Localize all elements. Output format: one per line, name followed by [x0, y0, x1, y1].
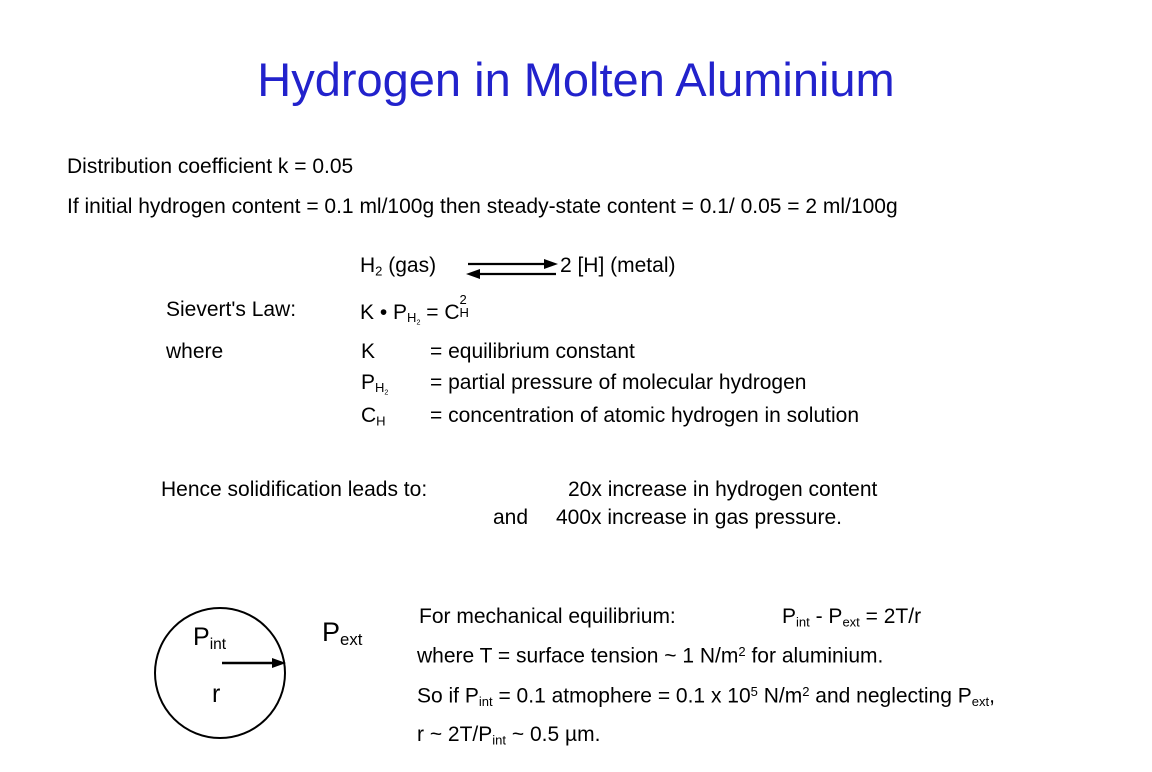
radius-arrow-icon: [222, 658, 286, 668]
radius-result-line: r ~ $2T/P_{int}$ ~ 0.5 µm.: [417, 723, 601, 748]
surface-tension-line: where T = surface tension ~ 1 $N/m^2$ for aluminium.: [417, 644, 884, 668]
mechanical-equilibrium-label: For mechanical equilibrium:: [419, 605, 676, 628]
p-ext-label: $P_{ext}$: [322, 617, 363, 650]
hence-value-pressure: 400x increase in gas pressure.: [556, 506, 842, 529]
double-arrow-equilibrium-icon: [466, 258, 558, 280]
radius-label: r: [212, 680, 221, 708]
distribution-coefficient-line: Distribution coefficient k = 0.05: [67, 155, 354, 178]
mechanical-equilibrium-equation: $P_{int} - P_{ext} = 2T/r$: [782, 605, 922, 630]
hence-lead-text: Hence solidification leads to:: [161, 478, 428, 501]
reaction-left: $H_2$ (gas): [360, 254, 437, 279]
definition-text-p: = partial pressure of molecular hydrogen: [430, 371, 807, 394]
pressure-calculation-line: So if $P_{int} = 0.1$ atmophere = 0.1 x $10^5$ $N/m^2$ and neglecting $P_{ext}$,: [417, 684, 995, 709]
definition-symbol-k: K: [361, 340, 376, 363]
and-label: and: [493, 506, 529, 529]
initial-hydrogen-content-line: If initial hydrogen content = 0.1 ml/100g then steady-state content = 0.1/ 0.05 = 2 ml/100g: [67, 195, 898, 218]
definition-symbol-p: $P_{H2}$: [361, 371, 389, 397]
sieverts-law-equation: K • $P_{H2} = C$ 2 H: [360, 298, 473, 327]
definition-symbol-p-sub: H2: [375, 380, 389, 397]
definition-text-c: = concentration of atomic hydrogen in solution: [430, 404, 860, 427]
sieverts-law-label: Sievert's Law:: [166, 298, 297, 321]
p-int-label: $P_{int}$: [193, 623, 227, 653]
c-sup-sub: 2 H: [459, 292, 469, 320]
reaction-right: 2 [H] (metal): [559, 254, 676, 277]
where-label: where: [166, 340, 224, 363]
definition-text-k: = equilibrium constant: [430, 340, 635, 363]
hence-value-hydrogen: 20x increase in hydrogen content: [568, 478, 878, 501]
page-title: Hydrogen in Molten Aluminium: [257, 53, 895, 106]
definition-symbol-c-sub: H: [376, 413, 386, 429]
definition-symbol-c: $C_H$: [361, 404, 386, 429]
sieverts-sub-h: H2: [407, 310, 421, 327]
